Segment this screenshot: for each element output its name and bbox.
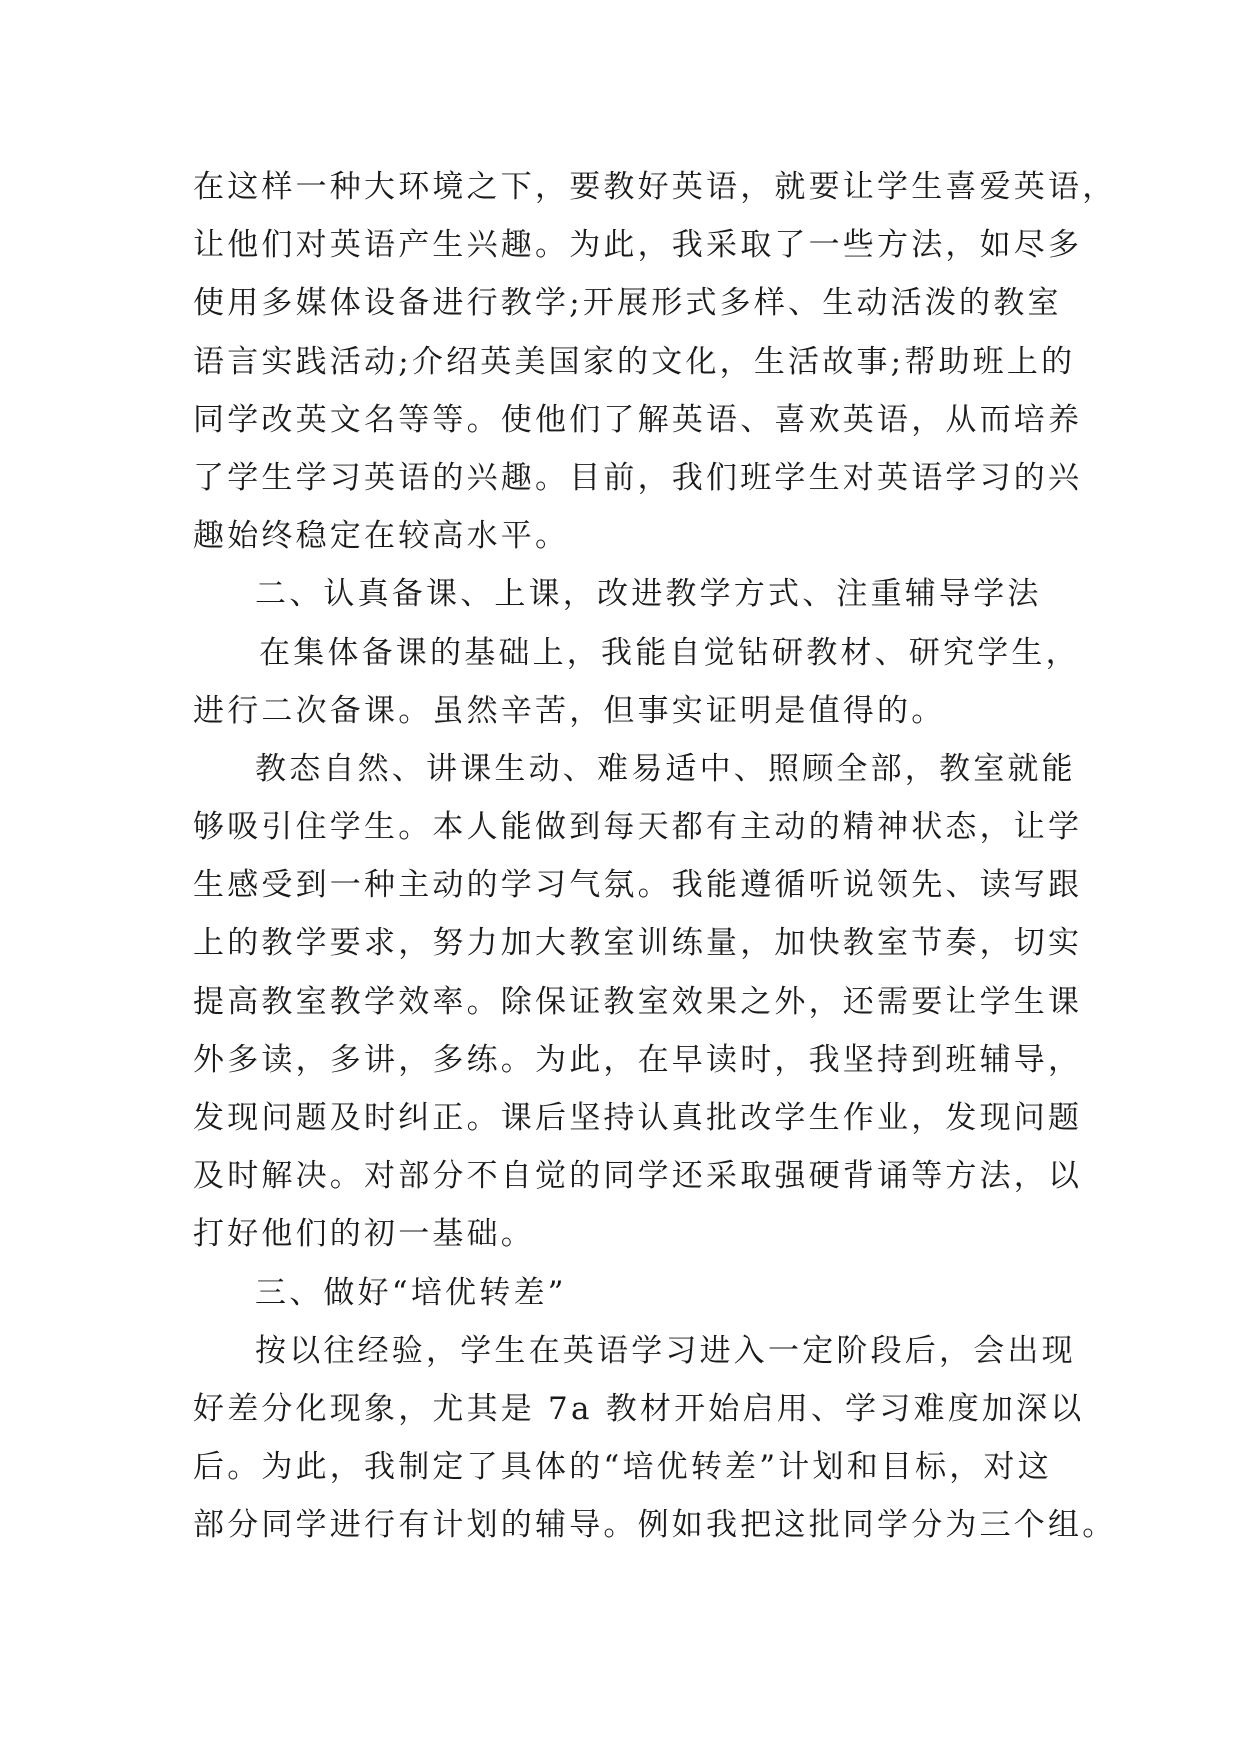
text-line: 打好他们的初一基础。 <box>193 1216 535 1253</box>
text-line: 后。为此，我制定了具体的“培优转差”计划和目标，对这 <box>193 1449 1052 1486</box>
text-line: 发现问题及时纠正。课后坚持认真批改学生作业，发现问题 <box>193 1100 1083 1136</box>
text-line: 生感受到一种主动的学习气氛。我能遵循听说领先、读写跟 <box>193 867 1083 904</box>
text-line: 进行二次备课。虽然辛苦，但事实证明是值得的。 <box>193 692 946 729</box>
text-line: 趣始终稳定在较高水平。 <box>193 518 570 555</box>
text-line: 使用多媒体设备进行教学;开展形式多样、生动活泼的教室 <box>193 285 1062 322</box>
text-line: 按以往经验，学生在英语学习进入一定阶段后，会出现 <box>255 1332 1076 1369</box>
text-line: 够吸引住学生。本人能做到每天都有主动的精神状态，让学 <box>193 809 1083 846</box>
section-heading: 三、做好“培优转差” <box>255 1274 567 1311</box>
text-line: 教态自然、讲课生动、难易适中、照顾全部，教室就能 <box>255 750 1076 787</box>
text-line: 语言实践活动;介绍英美国家的文化，生活故事;帮助班上的 <box>193 343 1076 380</box>
text-line: 及时解决。对部分不自觉的同学还采取强硬背诵等方法，以 <box>193 1158 1083 1195</box>
document-body <box>193 158 1117 1555</box>
text-line: 在集体备课的基础上，我能自觉钻研教材、研究学生， <box>259 634 1080 671</box>
text-line: 上的教学要求，努力加大教室训练量，加快教室节奏，切实 <box>193 925 1083 962</box>
section-heading: 二、认真备课、上课，改进教学方式、注重辅导学法 <box>255 576 1042 613</box>
text-line: 同学改英文名等等。使他们了解英语、喜欢英语，从而培养 <box>193 401 1083 438</box>
text-line: 让他们对英语产生兴趣。为此，我采取了一些方法，如尽多 <box>193 227 1083 264</box>
text-line: 外多读，多讲，多练。为此，在早读时，我坚持到班辅导， <box>193 1041 1083 1078</box>
text-line: 提高教室教学效率。除保证教室效果之外，还需要让学生课 <box>193 983 1083 1020</box>
text-line: 了学生学习英语的兴趣。目前，我们班学生对英语学习的兴 <box>193 459 1083 496</box>
text-line: 好差分化现象，尤其是 7a 教材开始启用、学习难度加深以 <box>193 1390 1085 1427</box>
text-line: 在这样一种大环境之下，要教好英语，就要让学生喜爱英语， <box>193 169 1117 205</box>
text-line: 部分同学进行有计划的辅导。例如我把这批同学分为三个组。 <box>193 1507 1117 1544</box>
